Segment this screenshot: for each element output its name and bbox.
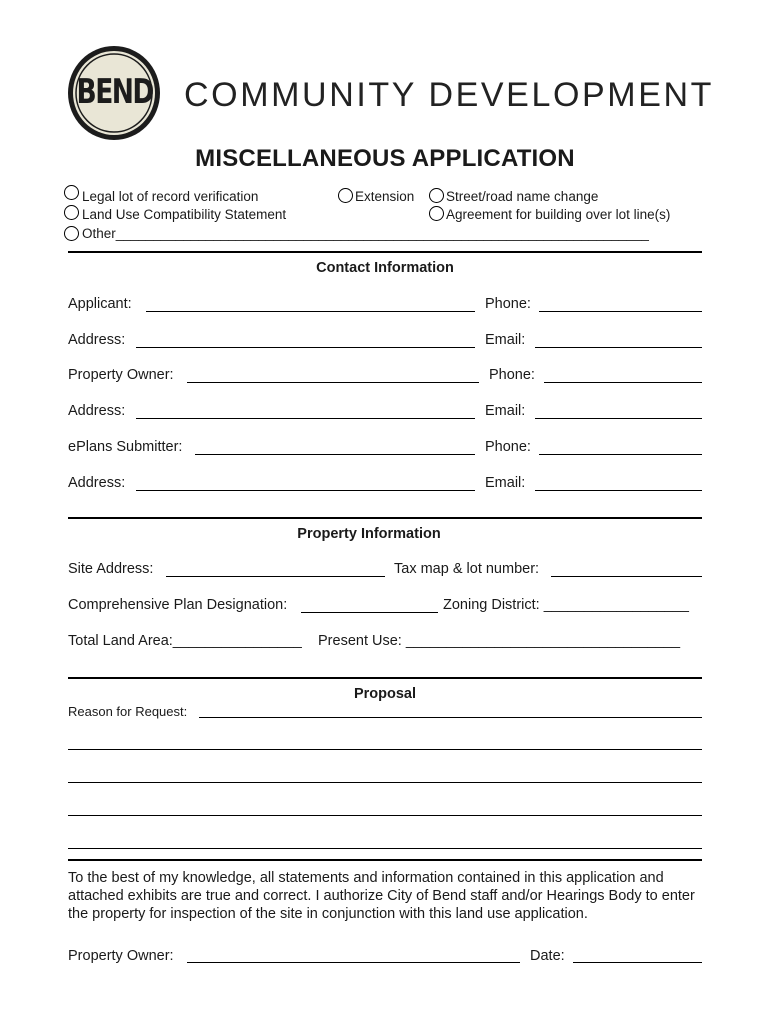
land-use-radio[interactable] xyxy=(64,205,79,220)
phone-label: Phone: xyxy=(489,367,535,383)
certification-text: To the best of my knowledge, all statements and information contained in this application and attached exhibits are true and correct. I authorize City of Bend staff and/or Hearings Body to enter the property for inspection of the site in conjunction with this land use application. xyxy=(68,870,695,922)
legal-lot-label: Legal lot of record verification xyxy=(82,189,259,204)
org-title: COMMUNITY DEVELOPMENT xyxy=(184,76,715,114)
other-field[interactable]: Other_______________________________________________________________________ xyxy=(82,226,649,241)
date-field[interactable] xyxy=(573,962,702,963)
email-label: Email: xyxy=(485,332,526,348)
extension-label: Extension xyxy=(355,189,415,204)
section-divider xyxy=(68,517,702,519)
seal-text: BEND xyxy=(76,72,153,112)
reason-field-line-3[interactable] xyxy=(68,782,702,783)
owner-phone-field[interactable] xyxy=(544,382,702,383)
section-divider xyxy=(68,251,702,253)
proposal-heading: Proposal xyxy=(353,686,417,702)
eplans-submitter-field[interactable] xyxy=(195,454,475,455)
contact-heading: Contact Information xyxy=(316,260,454,276)
eplans-submitter-label: ePlans Submitter: xyxy=(68,439,183,455)
reason-field-line-4[interactable] xyxy=(68,815,702,816)
total-land-area-field[interactable]: Total Land Area:________________ xyxy=(68,633,302,649)
applicant-field[interactable] xyxy=(146,311,475,312)
reason-field-line-5[interactable] xyxy=(68,848,702,849)
owner-signature-label: Property Owner: xyxy=(68,948,174,964)
applicant-address-field[interactable] xyxy=(136,347,475,348)
submitter-email-field[interactable] xyxy=(535,490,702,491)
extension-radio[interactable] xyxy=(338,188,353,203)
property-owner-label: Property Owner: xyxy=(68,367,174,383)
reason-field-line-2[interactable] xyxy=(68,749,702,750)
owner-signature-field[interactable] xyxy=(187,962,520,963)
site-address-field[interactable] xyxy=(166,576,385,577)
date-label: Date: xyxy=(530,948,565,964)
property-owner-field[interactable] xyxy=(187,382,479,383)
agreement-label: Agreement for building over lot line(s) xyxy=(446,207,671,222)
owner-address-field[interactable] xyxy=(136,418,475,419)
owner-email-field[interactable] xyxy=(535,418,702,419)
address-label: Address: xyxy=(68,332,126,348)
tax-map-field[interactable] xyxy=(551,576,702,577)
email-label: Email: xyxy=(485,475,526,491)
comp-plan-field[interactable] xyxy=(301,612,438,613)
tax-map-label: Tax map & lot number: xyxy=(394,561,540,577)
present-use-field[interactable]: Present Use: __________________________________ xyxy=(318,633,681,649)
street-name-label: Street/road name change xyxy=(446,189,599,204)
legal-lot-radio[interactable] xyxy=(64,185,79,200)
property-heading: Property Information xyxy=(297,526,441,542)
phone-label: Phone: xyxy=(485,296,531,312)
applicant-label: Applicant: xyxy=(68,296,132,312)
section-divider xyxy=(68,677,702,679)
reason-field-line-1[interactable] xyxy=(199,717,702,718)
applicant-email-field[interactable] xyxy=(535,347,702,348)
email-label: Email: xyxy=(485,403,526,419)
submitter-address-field[interactable] xyxy=(136,490,475,491)
address-label: Address: xyxy=(68,475,126,491)
other-radio[interactable] xyxy=(64,226,79,241)
reason-label: Reason for Request: xyxy=(68,704,188,719)
comp-plan-label: Comprehensive Plan Designation: xyxy=(68,597,288,613)
submitter-phone-field[interactable] xyxy=(539,454,702,455)
zoning-district-field[interactable]: Zoning District: __________________ xyxy=(443,597,689,613)
address-label: Address: xyxy=(68,403,126,419)
applicant-phone-field[interactable] xyxy=(539,311,702,312)
agreement-radio[interactable] xyxy=(429,206,444,221)
form-title: MISCELLANEOUS APPLICATION xyxy=(195,145,575,172)
land-use-label: Land Use Compatibility Statement xyxy=(82,207,287,222)
street-name-radio[interactable] xyxy=(429,188,444,203)
section-divider xyxy=(68,859,702,861)
site-address-label: Site Address: xyxy=(68,561,154,577)
phone-label: Phone: xyxy=(485,439,531,455)
